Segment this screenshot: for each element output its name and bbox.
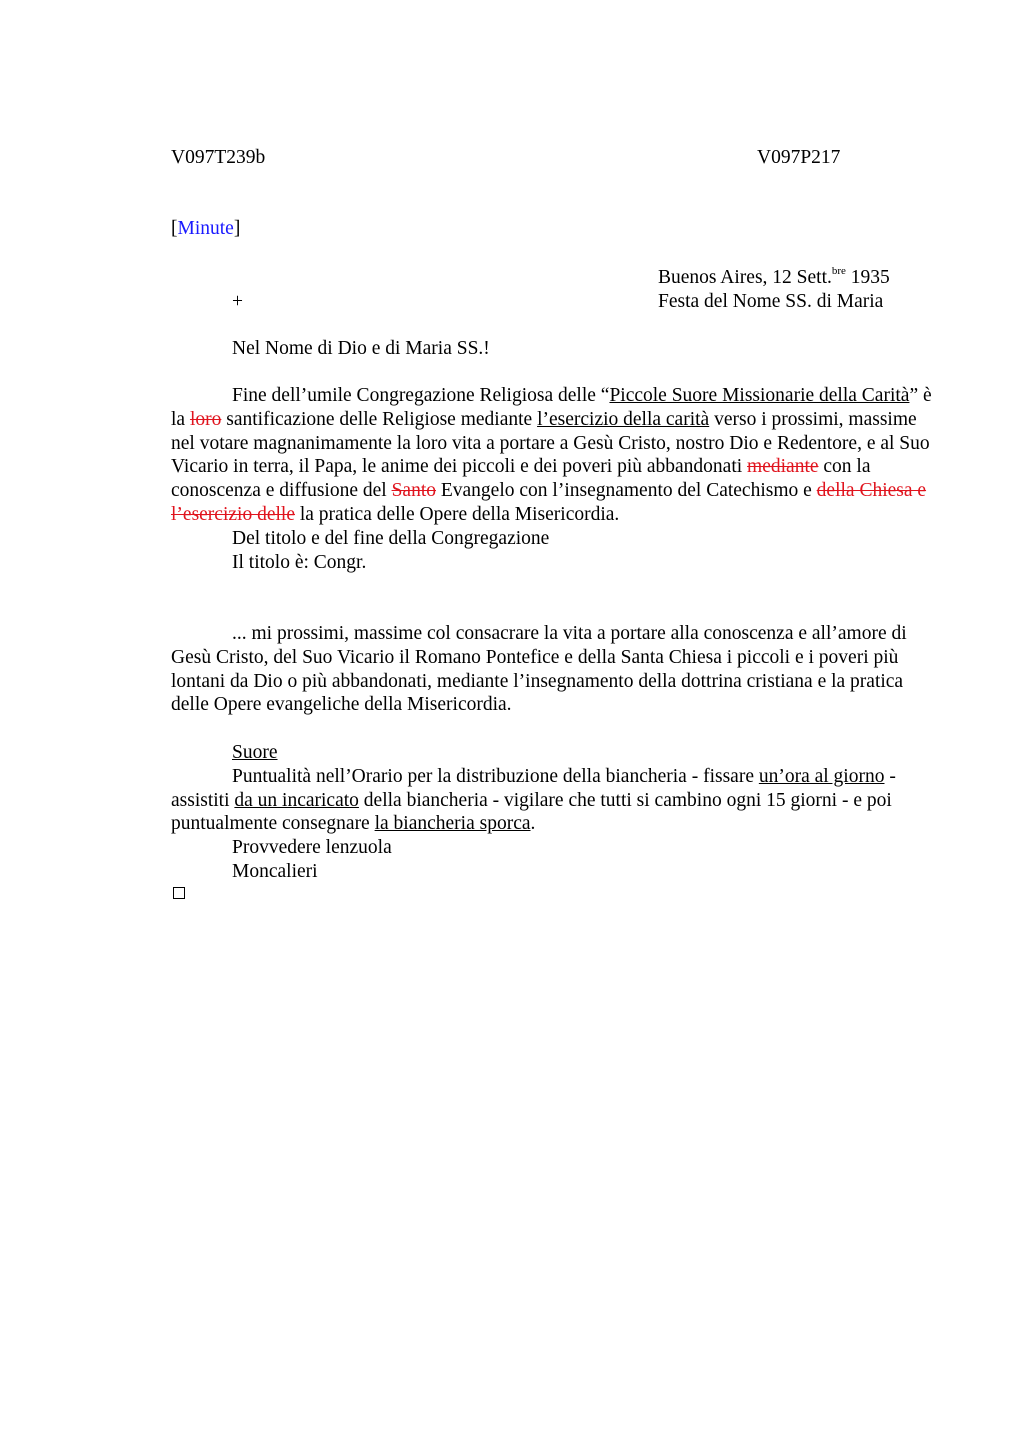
section-suore: Suore Puntualità nell’Orario per la distribuzione della biancheria - fissare un’ora al giorno - assistiti da un incaricato della biancheria - vigilare che tutti si cambino ogni 15 giorni - e poi puntualmente consegnare la biancheria sporca. Provvedere lenzuola Moncalieri [171,741,936,884]
line-sheets: Provvedere lenzuola [232,837,392,859]
document-code-left: V097T239b [171,147,266,168]
feast-line: Festa del Nome SS. di Maria [658,291,884,312]
paragraph-neighbors: ... mi prossimi, massime col consacrare la vita a portare alla conoscenza e all’amore di Gesù Cristo, del Suo Vicario il Romano Pontefice e della Santa Chiesa i piccoli e i poveri più lontani da Dio o più abbandonati, mediante l’insegnamento della dottrina cristiana e la pratica delle Opere evangeliche della Misericordia. [171,623,907,716]
minute-label[interactable]: Minute [177,218,234,239]
checkbox-square[interactable] [173,887,185,899]
document-code-right: V097P217 [757,147,841,168]
line-title-purpose: Del titolo e del fine della Congregazione [232,527,550,549]
minute-tag: [Minute] [171,218,241,239]
invocation: Nel Nome di Dio e di Maria SS.! [232,338,490,359]
line-title: Il titolo è: Congr. [232,551,367,573]
suore-heading: Suore [232,742,278,763]
place-date: Buenos Aires, 12 Sett.$^{bre}$ 1935 [658,265,890,288]
cross-symbol: + [232,291,243,312]
line-moncalieri: Moncalieri [232,860,318,882]
paragraph-purpose: Fine dell’umile Congregazione Religiosa delle “Piccole Suore Missionarie della Carità” è la loro santificazione delle Religiose mediante l’esercizio della carità verso i prossimi, massime nel votare magnanimamente la loro vita a portare a Gesù Cristo, nostro Dio e Redentore, e al Suo Vicario in terra, il Papa, le anime dei piccoli e dei poveri più abbandonati mediante con la conoscenza e diffusione del Santo Evangelo con l’insegnamento del Catechismo e della Chiesa e l’esercizio delle la pratica delle Opere della Misericordia. Del titolo e del fine della Congregazione Il titolo è: Congr. [171,384,936,574]
